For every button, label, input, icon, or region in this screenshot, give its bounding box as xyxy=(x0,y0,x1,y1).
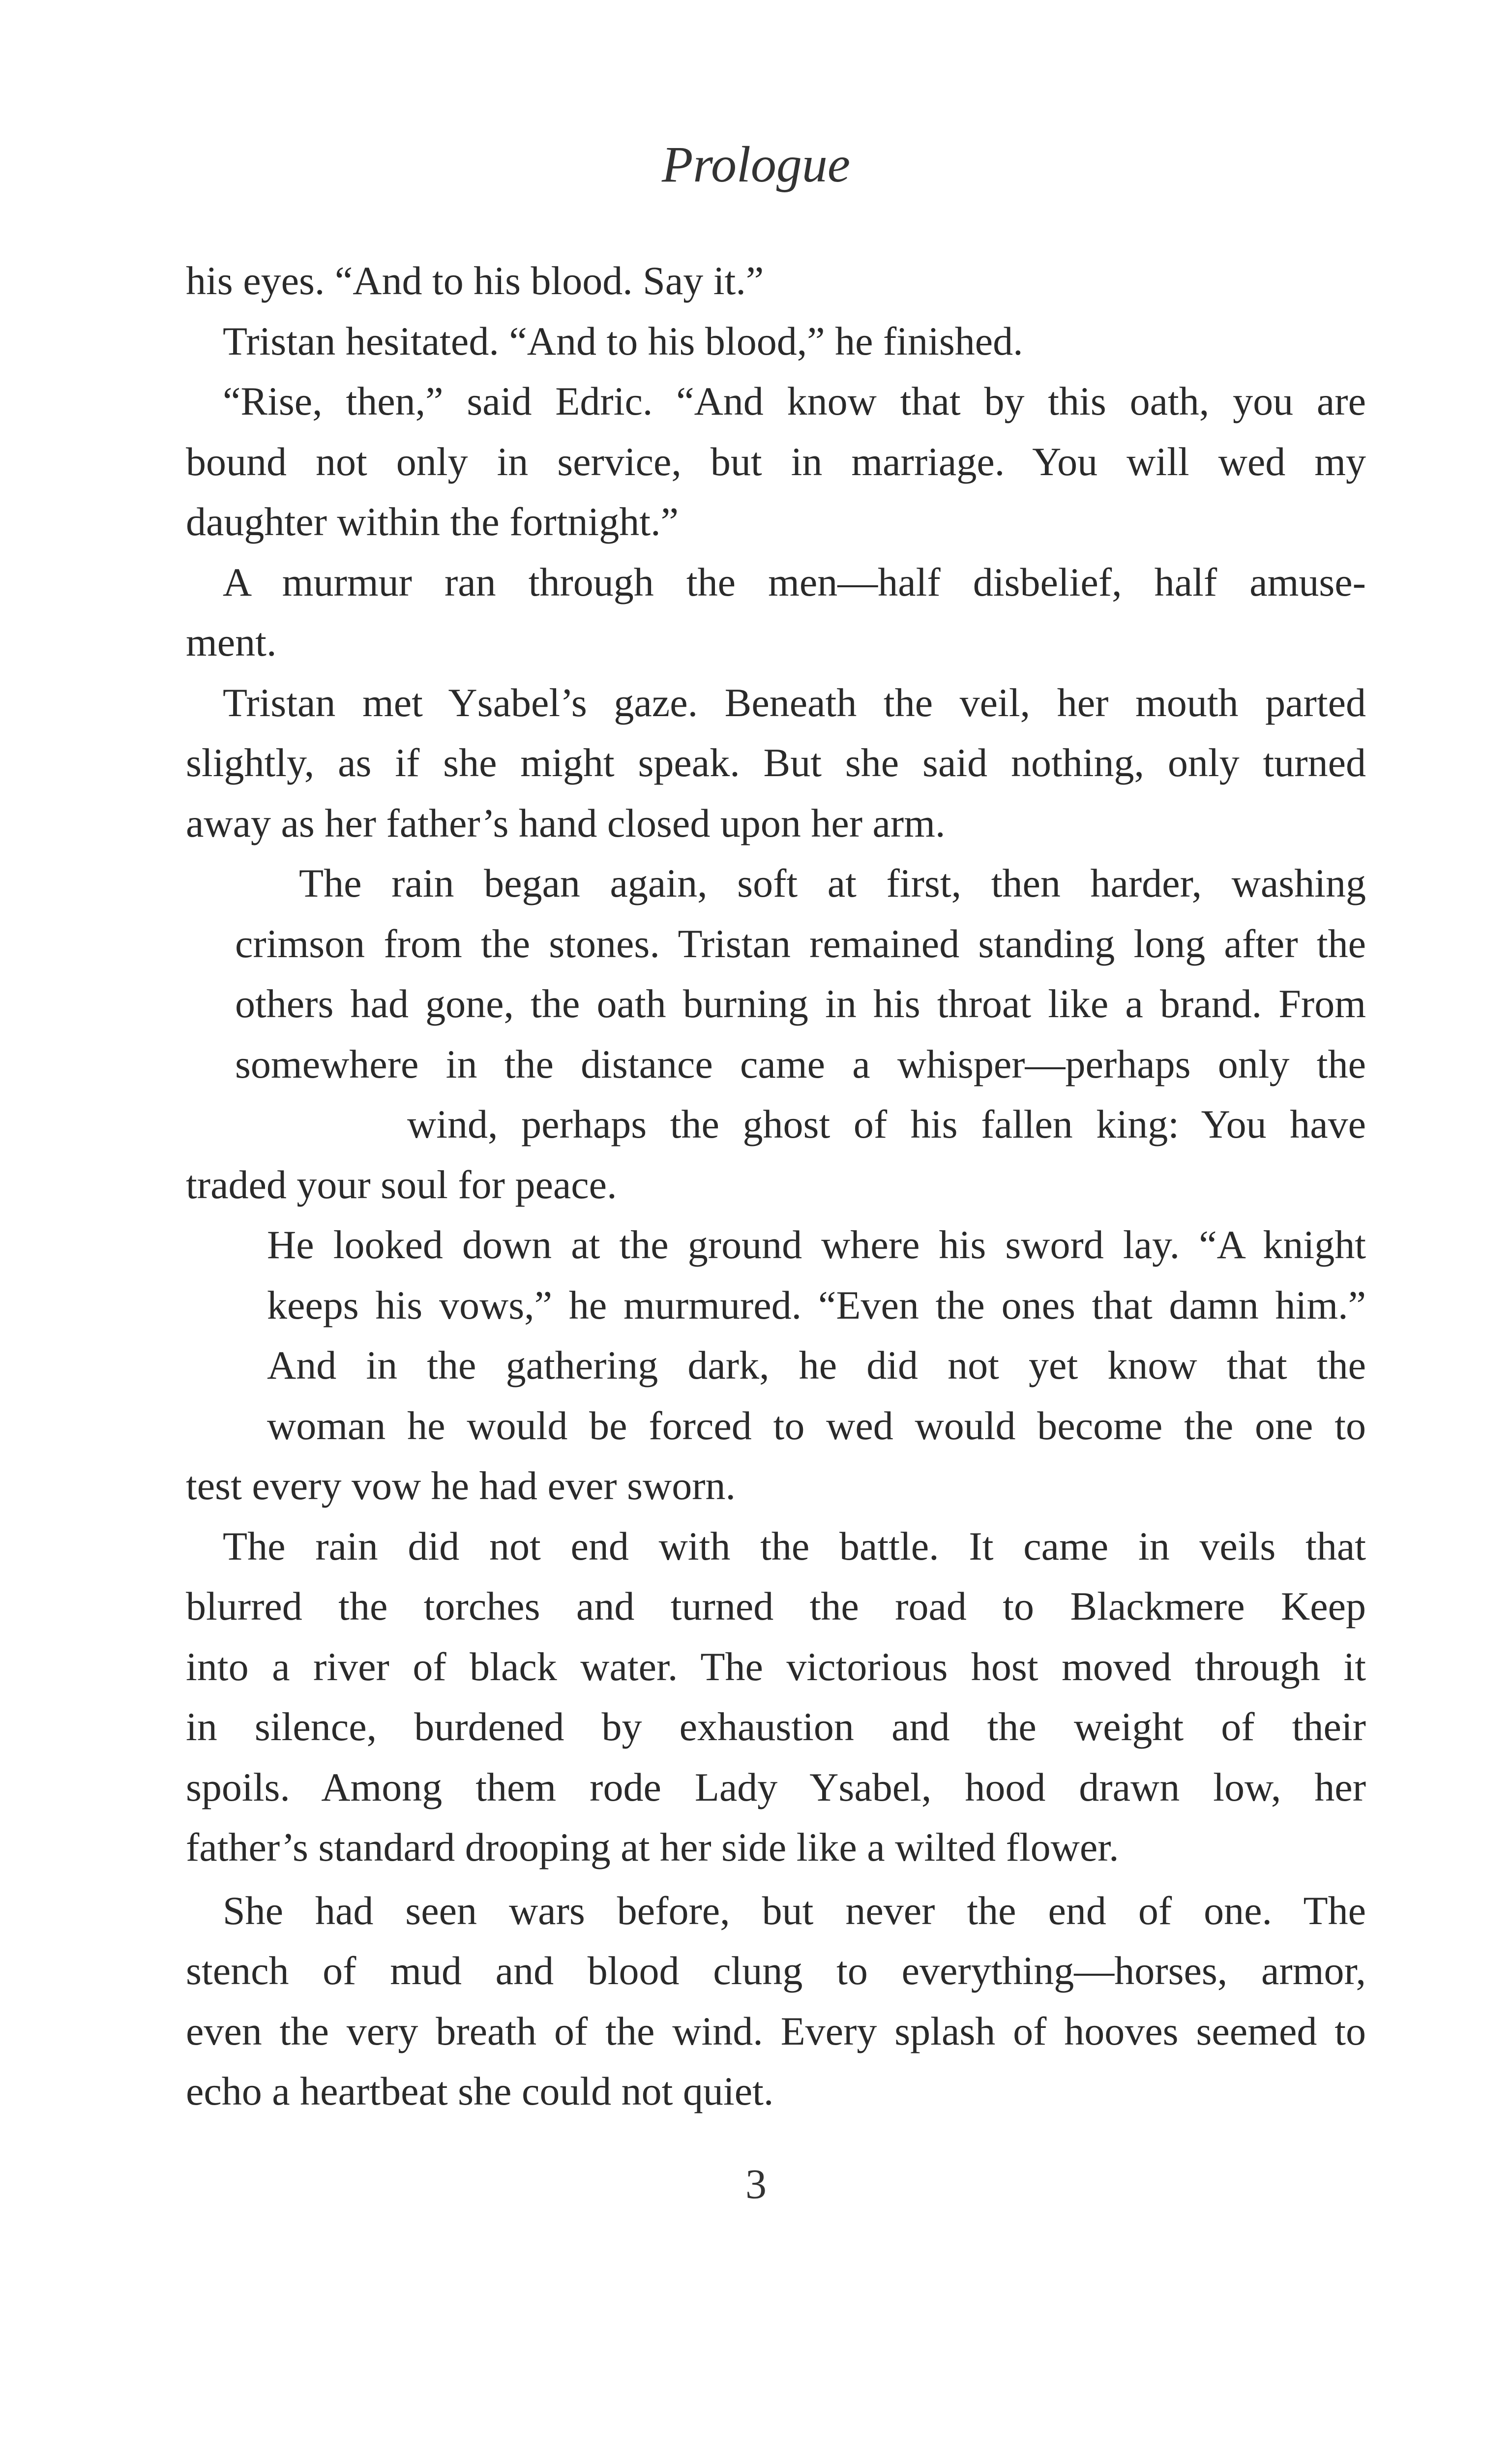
text-line: The rain began again, soft at first, then harder, washing xyxy=(299,861,1366,905)
text-line: his eyes. “And to his blood. Say it.” xyxy=(186,258,764,303)
text-line: father’s standard drooping at her side like a wilted flower. xyxy=(186,1825,1119,1870)
text-line: He looked down at the ground where his sword lay. “A knight xyxy=(267,1222,1366,1267)
text-line: woman he would be forced to wed would become the one to xyxy=(267,1403,1366,1448)
text-line: ment. xyxy=(186,620,277,664)
text-line: She had seen wars before, but never the end of one. The xyxy=(223,1888,1366,1933)
text-line: Tristan met Ysabel’s gaze. Beneath the veil, her mouth parted xyxy=(223,680,1366,725)
text-line: daughter within the fortnight.” xyxy=(186,499,679,544)
text-line: A murmur ran through the men—half disbelief, half amuse- xyxy=(223,559,1366,604)
running-head: Prologue xyxy=(661,136,851,193)
text-line: into a river of black water. The victorious host moved through it xyxy=(186,1644,1366,1689)
text-line: even the very breath of the wind. Every splash of hooves seemed to xyxy=(186,2008,1366,2053)
text-line: stench of mud and blood clung to everything—horses, armor, xyxy=(186,1948,1366,1993)
text-line: others had gone, the oath burning in his throat like a brand. From xyxy=(235,981,1366,1026)
text-line: traded your soul for peace. xyxy=(186,1162,617,1207)
text-line: echo a heartbeat she could not quiet. xyxy=(186,2069,774,2113)
text-line: test every vow he had ever sworn. xyxy=(186,1463,736,1508)
text-line: Tristan hesitated. “And to his blood,” he finished. xyxy=(223,318,1023,363)
text-line: spoils. Among them rode Lady Ysabel, hood drawn low, her xyxy=(186,1764,1366,1810)
text-line: slightly, as if she might speak. But she said nothing, only turned xyxy=(186,740,1366,785)
page-number: 3 xyxy=(745,2160,767,2207)
text-line: blurred the torches and turned the road to Blackmere Keep xyxy=(186,1584,1366,1629)
text-line: somewhere in the distance came a whisper—perhaps only the xyxy=(235,1041,1366,1086)
text-line: crimson from the stones. Tristan remained standing long after the xyxy=(235,921,1366,966)
body-text xyxy=(186,251,1366,2122)
text-line: keeps his vows,” he murmured. “Even the ones that damn him.” xyxy=(267,1282,1366,1327)
text-line: in silence, burdened by exhaustion and the weight of their xyxy=(186,1704,1366,1749)
text-line: wind, perhaps the ghost of his fallen king: You have xyxy=(407,1102,1366,1146)
text-line: And in the gathering dark, he did not yet know that the xyxy=(267,1343,1366,1387)
text-line: The rain did not end with the battle. It came in veils that xyxy=(223,1523,1366,1568)
text-line: bound not only in service, but in marriage. You will wed my xyxy=(186,439,1366,484)
text-line: away as her father’s hand closed upon her arm. xyxy=(186,800,946,845)
text-line: “Rise, then,” said Edric. “And know that by this oath, you are xyxy=(223,379,1366,423)
